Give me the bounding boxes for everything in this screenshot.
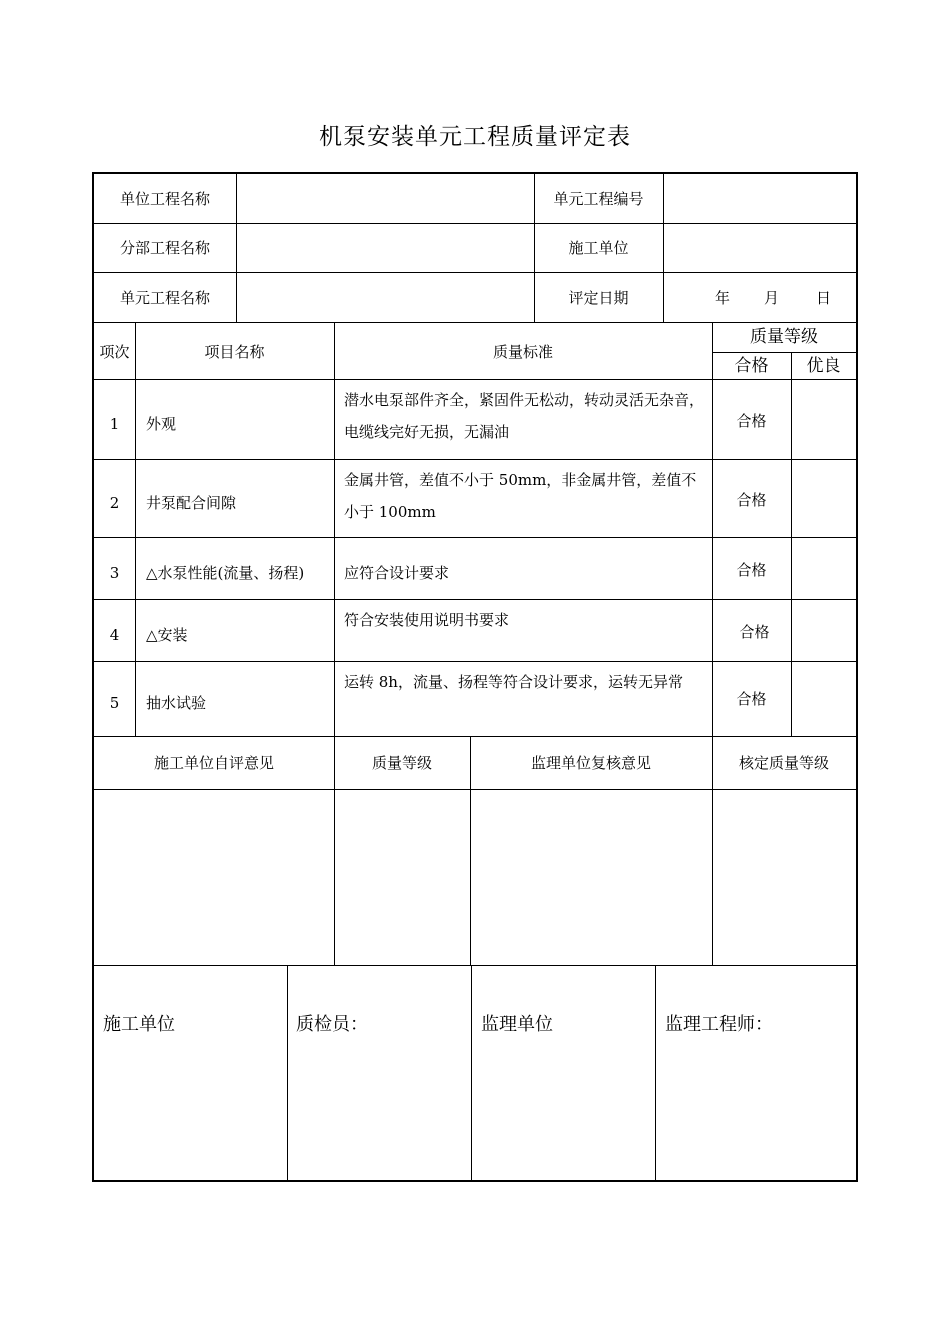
row-1-grade: 合格 <box>736 412 767 430</box>
division-project-name-label: 分部工程名称 <box>119 239 210 257</box>
row-4-item: △安装 <box>146 626 188 644</box>
col-index-header: 项次 <box>99 343 130 361</box>
row-2-standard: 金属井管，差值不小于 50mm，非金属井管，差值不小于 100mm <box>344 471 697 521</box>
col-standard-header: 质量标准 <box>492 343 553 361</box>
row-2-grade: 合格 <box>736 491 767 509</box>
row-3-item: △水泵性能(流量、扬程) <box>146 564 305 582</box>
construction-unit-label: 施工单位 <box>568 239 629 257</box>
date-year: 年 <box>715 289 731 307</box>
assessment-date-label: 评定日期 <box>568 289 629 307</box>
sign-construction-unit: 施工单位 <box>103 1014 175 1035</box>
row-5-item: 抽水试验 <box>146 694 207 712</box>
col-grade-header: 质量等级 <box>750 327 818 347</box>
row-4-standard: 符合安装使用说明书要求 <box>344 611 510 629</box>
col-excellent-header: 优良 <box>806 356 841 376</box>
sign-inspector: 质检员： <box>296 1014 368 1035</box>
col-pass-header: 合格 <box>734 356 769 376</box>
unit-project-name-label: 单位工程名称 <box>119 190 210 208</box>
row-5-grade: 合格 <box>736 690 767 708</box>
date-month: 月 <box>764 289 780 307</box>
row-5-no: 5 <box>109 694 120 712</box>
row-5-standard: 运转 8h，流量、扬程等符合设计要求，运转无异常 <box>344 673 683 691</box>
row-4-no: 4 <box>109 626 120 644</box>
row-1-no: 1 <box>109 415 120 433</box>
col-item-header: 项目名称 <box>204 343 265 361</box>
row-3-grade: 合格 <box>736 561 767 579</box>
row-1-item: 外观 <box>146 415 177 433</box>
supervisor-review-header: 监理单位复核意见 <box>530 754 651 772</box>
page-title: 机泵安装单元工程质量评定表 <box>319 124 631 150</box>
element-project-name-label: 单元工程名称 <box>119 289 210 307</box>
assessment-form <box>92 172 858 1182</box>
row-1-standard: 潜水电泵部件齐全，紧固件无松动，转动灵活无杂音，电缆线完好无损，无漏油 <box>344 391 705 441</box>
row-2-item: 井泵配合间隙 <box>146 494 237 512</box>
sign-supervision-unit: 监理单位 <box>481 1014 553 1035</box>
row-3-standard: 应符合设计要求 <box>344 564 450 582</box>
row-2-no: 2 <box>109 494 120 512</box>
row-4-grade: 合格 <box>739 623 770 641</box>
date-day: 日 <box>816 289 832 307</box>
verified-grade-header: 核定质量等级 <box>738 754 829 772</box>
sign-supervision-engineer: 监理工程师： <box>665 1014 773 1035</box>
self-assessment-header: 施工单位自评意见 <box>153 754 274 772</box>
quality-grade-header: 质量等级 <box>371 754 432 772</box>
unit-element-code-label: 单元工程编号 <box>553 190 644 208</box>
row-3-no: 3 <box>109 564 120 582</box>
